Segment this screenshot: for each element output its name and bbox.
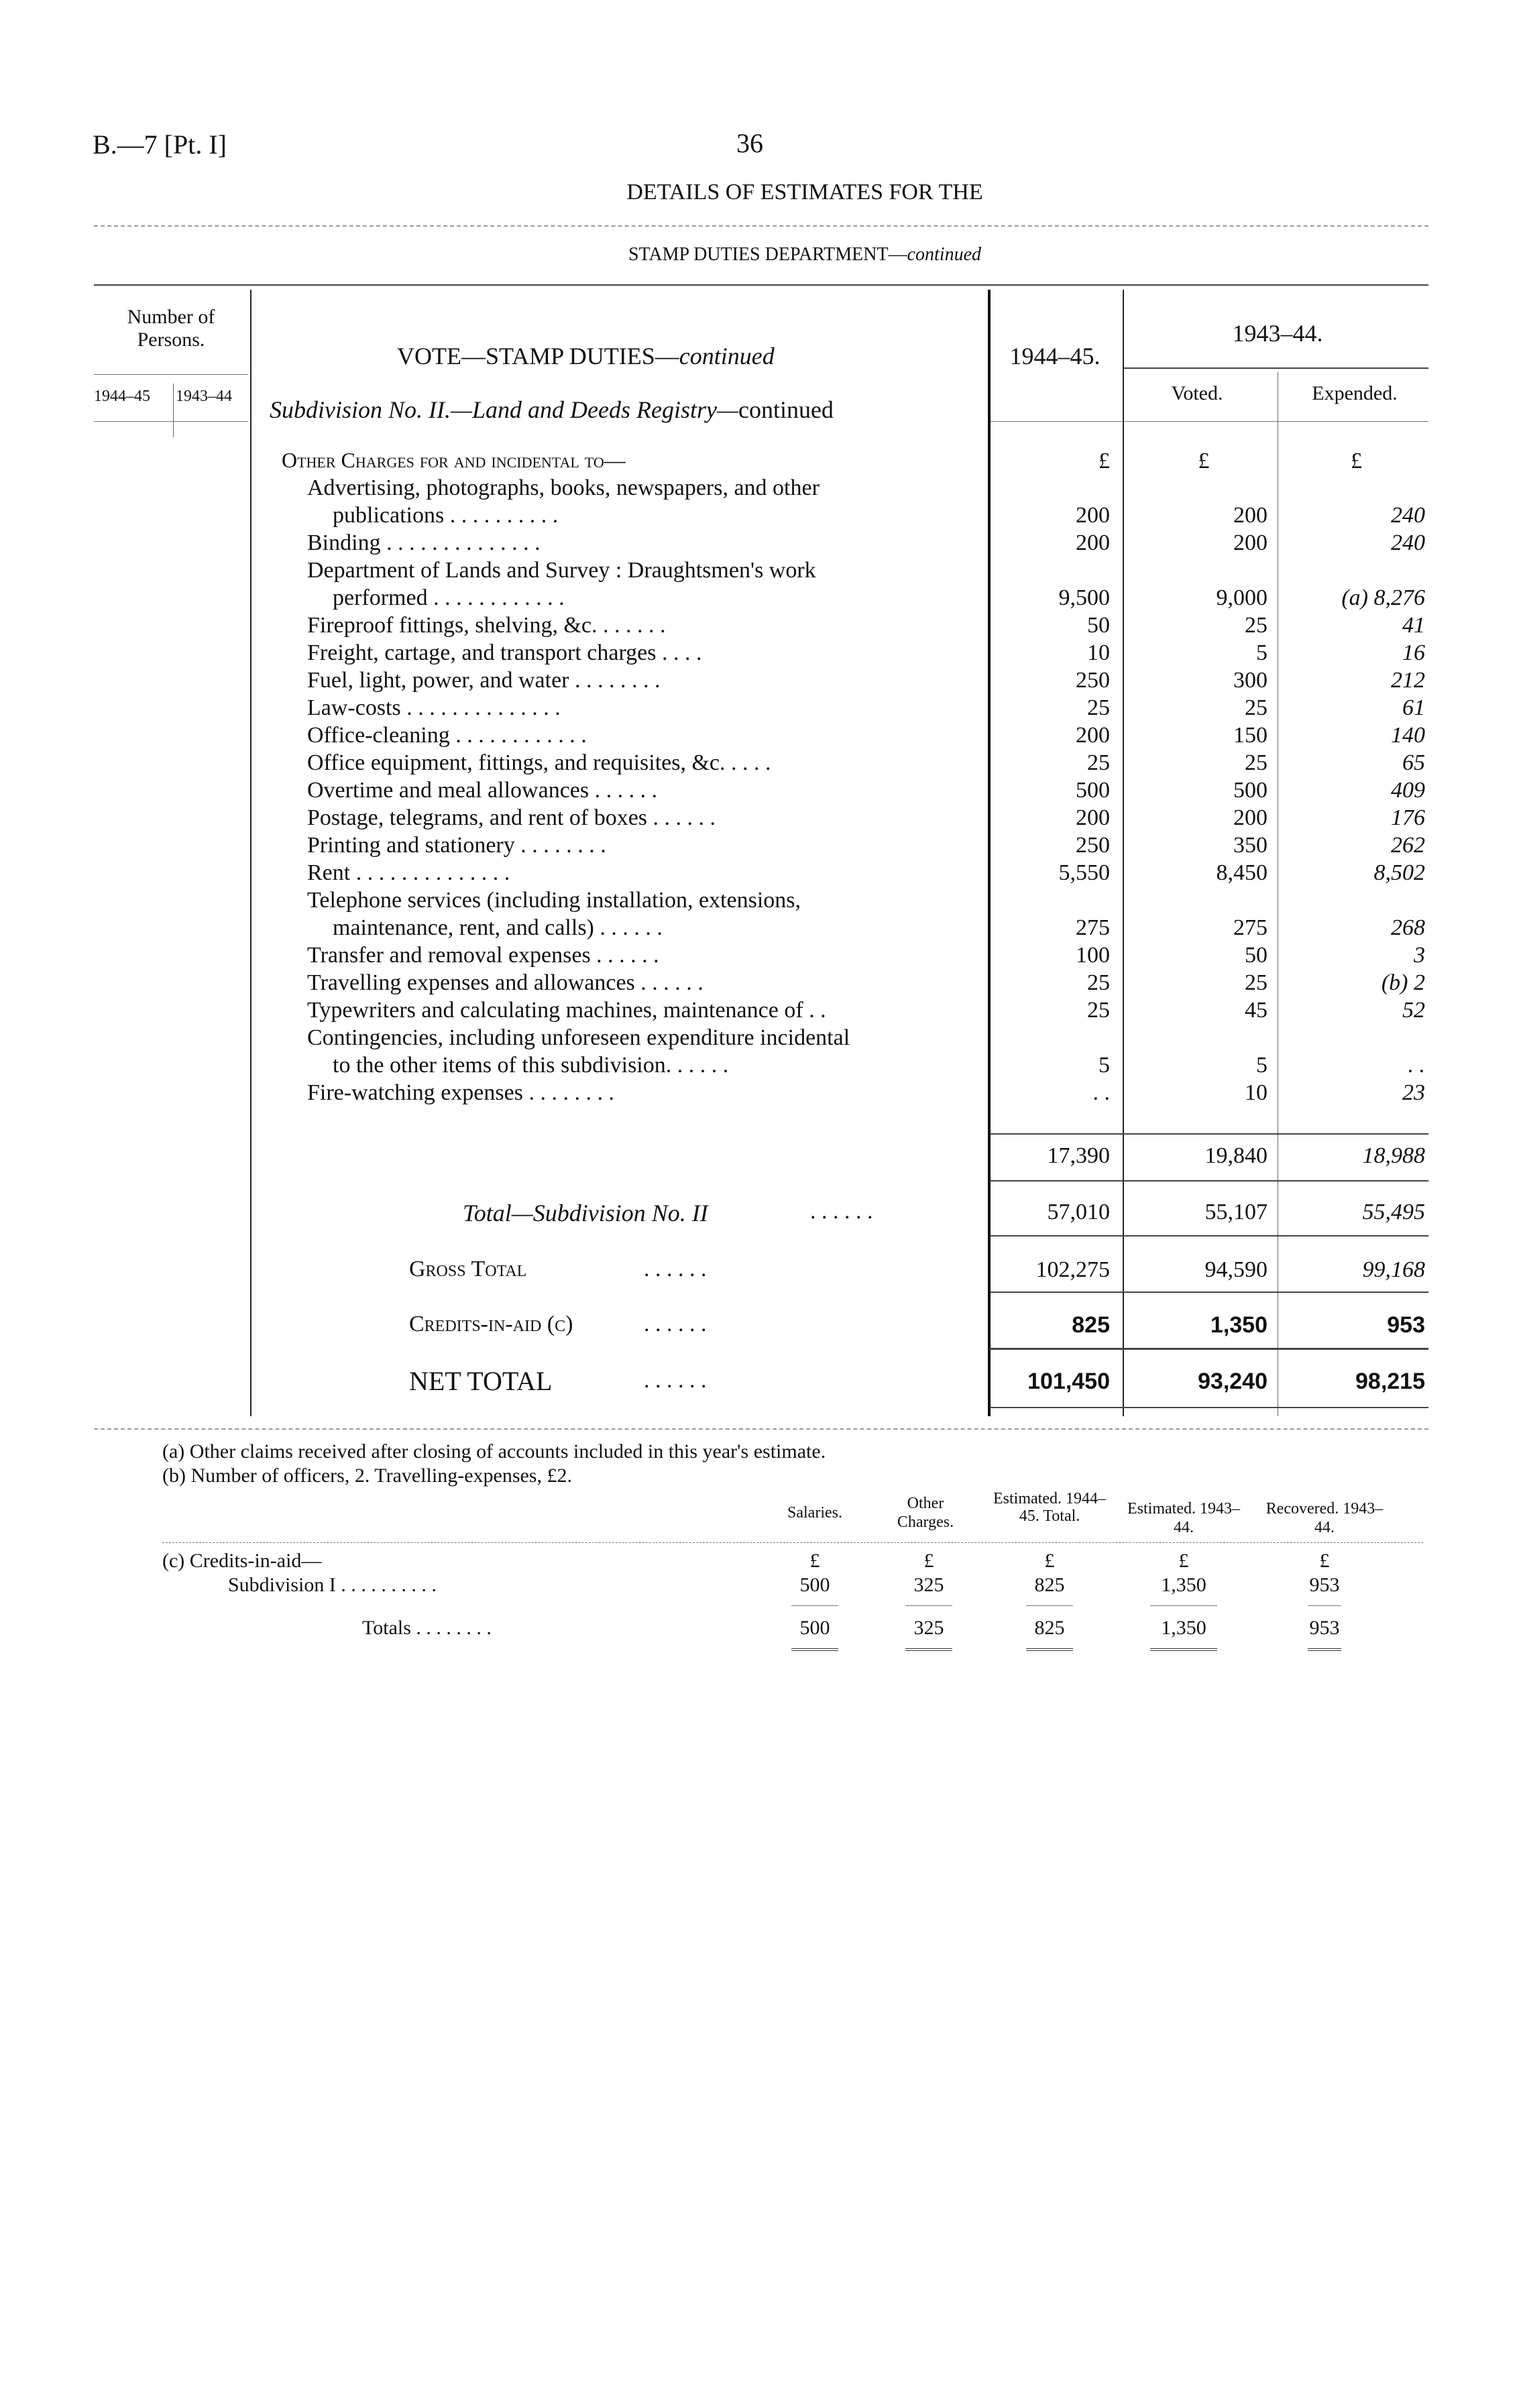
item-amount-voted: 25 [1245, 613, 1268, 638]
item-amount-1944: 200 [1076, 805, 1110, 830]
item-amount-expended: 16 [1402, 640, 1425, 665]
item-description: Telephone services (including installation, extensions, [307, 888, 801, 913]
persons-column-rule [250, 290, 251, 1416]
year-1943-44-header: 1943–44. [1232, 320, 1323, 347]
credits-header-rule [162, 1542, 1423, 1543]
item-description: publications . . . . . . . . . . [333, 503, 559, 528]
item-amount-1944: 100 [1076, 943, 1110, 968]
item-amount-expended: 52 [1402, 998, 1425, 1023]
table-top-rule [94, 284, 1428, 286]
item-description: Law-costs . . . . . . . . . . . . . . [307, 695, 561, 720]
document-ref: B.—7 [Pt. I] [93, 129, 227, 160]
item-amount-expended: . . [1408, 1053, 1425, 1078]
subtotal-bottom-rule [990, 1180, 1428, 1182]
credits-total-rule-3 [1026, 1648, 1073, 1651]
subdivision-total-voted: 55,107 [1204, 1200, 1268, 1224]
credits-in-aid-label: Credits-in-aid (c) [409, 1312, 573, 1336]
amount-column-rule-mid [1123, 290, 1124, 1416]
item-amount-expended: 240 [1391, 530, 1425, 555]
net-total-label: NET TOTAL [409, 1366, 553, 1396]
credits-row-subdivision-est1944: 825 [1034, 1574, 1065, 1596]
credits-currency-2: £ [923, 1550, 934, 1572]
credits-row-subdivision-recovered: 953 [1309, 1574, 1340, 1596]
net-total-1944: 101,450 [1027, 1369, 1110, 1394]
net-total-expended: 98,215 [1355, 1369, 1425, 1394]
item-amount-1944: 25 [1087, 750, 1110, 775]
item-amount-expended: (a) 8,276 [1341, 585, 1425, 610]
item-amount-1944: . . [1092, 1080, 1110, 1105]
item-amount-expended: 268 [1391, 915, 1425, 940]
item-amount-1944: 500 [1076, 778, 1110, 803]
item-amount-expended: 409 [1391, 778, 1425, 803]
year-1944-45-header: 1944–45. [1009, 343, 1101, 369]
currency-1944: £ [1098, 449, 1110, 473]
gross-total-expended: 99,168 [1362, 1257, 1425, 1282]
item-amount-voted: 25 [1245, 695, 1268, 720]
net-total-voted: 93,240 [1198, 1369, 1268, 1394]
currency-voted: £ [1198, 449, 1210, 473]
year-header-rule [1124, 367, 1428, 369]
credits-rule-1 [791, 1605, 838, 1606]
net-total-rule [990, 1407, 1428, 1408]
item-amount-voted: 500 [1233, 778, 1268, 803]
credits-in-aid-expended: 953 [1387, 1312, 1425, 1338]
credits-currency-3: £ [1044, 1550, 1055, 1572]
item-description: performed . . . . . . . . . . . . [333, 585, 565, 610]
item-amount-1944: 25 [1087, 998, 1110, 1023]
item-amount-1944: 200 [1076, 530, 1110, 555]
title-rule [94, 225, 1428, 227]
item-description: Rent . . . . . . . . . . . . . . [307, 860, 510, 885]
item-amount-1944: 9,500 [1058, 585, 1110, 610]
table-bottom-rule [94, 1428, 1428, 1430]
credits-currency-5: £ [1319, 1550, 1330, 1572]
credits-in-aid-voted: 1,350 [1210, 1312, 1268, 1338]
credits-label: (c) Credits-in-aid— [162, 1550, 322, 1572]
item-amount-voted: 200 [1233, 503, 1268, 528]
credits-row-totals-salaries: 500 [799, 1617, 830, 1639]
credits-row-totals-est1944: 825 [1034, 1617, 1065, 1639]
credits-currency-1: £ [809, 1550, 820, 1572]
item-amount-voted: 150 [1233, 723, 1268, 748]
item-amount-expended: 41 [1402, 613, 1425, 638]
gross-total-rule [990, 1292, 1428, 1293]
persons-divider [173, 384, 174, 437]
item-amount-expended: 140 [1391, 723, 1425, 748]
item-description: Fire-watching expenses . . . . . . . . [307, 1080, 614, 1105]
item-amount-expended: 176 [1391, 805, 1425, 830]
gross-total-dots: . . . . . . [644, 1257, 707, 1281]
credits-rule [990, 1348, 1428, 1350]
gross-total-1944: 102,275 [1035, 1257, 1110, 1282]
credits-total-rule-4 [1150, 1648, 1217, 1651]
item-amount-voted: 300 [1233, 668, 1268, 693]
item-description: Freight, cartage, and transport charges . . . . [307, 640, 702, 665]
subdivision-total-expended: 55,495 [1362, 1200, 1425, 1224]
item-amount-voted: 25 [1245, 750, 1268, 775]
item-amount-1944: 200 [1076, 723, 1110, 748]
credits-rule-5 [1308, 1605, 1341, 1606]
item-amount-expended: 3 [1414, 943, 1425, 968]
item-description: Fireproof fittings, shelving, &c. . . . . . . [307, 613, 666, 638]
item-amount-expended: 65 [1402, 750, 1425, 775]
column-header-rule [990, 421, 1428, 422]
item-amount-voted: 275 [1233, 915, 1268, 940]
subtotal-expended: 18,988 [1362, 1143, 1425, 1168]
item-amount-1944: 25 [1087, 970, 1110, 995]
item-amount-voted: 9,000 [1216, 585, 1268, 610]
item-amount-voted: 5 [1256, 1053, 1268, 1078]
department-title: STAMP DUTIES DEPARTMENT—continued [628, 244, 982, 265]
credits-total-rule-1 [791, 1648, 838, 1651]
credits-rule-2 [905, 1605, 952, 1606]
credits-total-rule-2 [905, 1648, 952, 1651]
persons-header-rule [94, 374, 248, 375]
item-amount-1944: 275 [1076, 915, 1110, 940]
item-description: Overtime and meal allowances . . . . . . [307, 778, 658, 803]
subdivision-total-rule [990, 1235, 1428, 1237]
page-title: DETAILS OF ESTIMATES FOR THE [626, 180, 983, 205]
item-description: maintenance, rent, and calls) . . . . . . [333, 915, 663, 940]
credits-row-totals-other: 325 [913, 1617, 944, 1639]
credits-row-subdivision-est1943: 1,350 [1161, 1574, 1206, 1596]
credits-row-subdivision-label: Subdivision I . . . . . . . . . . [228, 1574, 437, 1596]
credits-rule-3 [1026, 1605, 1073, 1606]
persons-year-1943: 1943–44 [176, 388, 232, 405]
page-number: 36 [736, 128, 763, 158]
credits-row-subdivision-other: 325 [913, 1574, 944, 1596]
credits-header-other: Other Charges. [897, 1495, 954, 1531]
credits-header-estimated-1944: Estimated. 1944–45. Total. [993, 1490, 1106, 1525]
item-amount-expended: 212 [1391, 668, 1425, 693]
subdivision-total-dots: . . . . . . [810, 1199, 873, 1224]
credits-row-subdivision-salaries: 500 [799, 1574, 830, 1596]
item-amount-voted: 200 [1233, 530, 1268, 555]
item-description: Typewriters and calculating machines, maintenance of . . [307, 998, 826, 1023]
subdivision-total-1944: 57,010 [1047, 1200, 1110, 1224]
item-amount-1944: 250 [1076, 833, 1110, 858]
subtotal-voted: 19,840 [1204, 1143, 1268, 1168]
item-amount-1944: 25 [1087, 695, 1110, 720]
item-amount-1944: 5,550 [1058, 860, 1110, 885]
credits-total-rule-5 [1308, 1648, 1341, 1651]
currency-expended: £ [1351, 449, 1362, 473]
item-description: Advertising, photographs, books, newspapers, and other [307, 475, 820, 500]
credits-rule-4 [1150, 1605, 1217, 1606]
item-amount-1944: 250 [1076, 668, 1110, 693]
item-description: Contingencies, including unforeseen expenditure incidental [307, 1025, 850, 1050]
item-amount-voted: 350 [1233, 833, 1268, 858]
credits-in-aid-dots: . . . . . . [644, 1312, 707, 1336]
footnote-a: (a) Other claims received after closing of accounts included in this year's estimate. [162, 1440, 826, 1463]
item-amount-voted: 10 [1245, 1080, 1268, 1105]
item-description: Transfer and removal expenses . . . . . . [307, 943, 659, 968]
persons-year-1944: 1944–45 [94, 388, 150, 405]
net-total-dots: . . . . . . [644, 1368, 707, 1393]
voted-header: Voted. [1171, 382, 1223, 404]
credits-header-recovered: Recovered. 1943–44. [1265, 1500, 1384, 1536]
credits-row-totals-label: Totals . . . . . . . . [362, 1617, 492, 1639]
item-amount-expended: 262 [1391, 833, 1425, 858]
item-description: to the other items of this subdivision. . . . . . [333, 1053, 729, 1078]
item-description: Office equipment, fittings, and requisites, &c. . . . . [307, 750, 771, 775]
item-amount-voted: 5 [1256, 640, 1268, 665]
number-of-persons-header: Number of Persons. [127, 306, 215, 351]
credits-row-totals-recovered: 953 [1309, 1617, 1340, 1639]
item-description: Office-cleaning . . . . . . . . . . . . [307, 723, 587, 748]
item-amount-expended: 23 [1402, 1080, 1425, 1105]
item-description: Binding . . . . . . . . . . . . . . [307, 530, 541, 555]
credits-row-totals-est1943: 1,350 [1161, 1617, 1206, 1639]
credits-currency-4: £ [1178, 1550, 1189, 1572]
item-description: Printing and stationery . . . . . . . . [307, 833, 606, 858]
subtotal-1944: 17,390 [1047, 1143, 1110, 1168]
gross-total-voted: 94,590 [1204, 1257, 1268, 1282]
credits-header-salaries: Salaries. [787, 1504, 842, 1522]
item-description: Travelling expenses and allowances . . . . . . [307, 970, 703, 995]
item-amount-expended: 8,502 [1373, 860, 1425, 885]
item-amount-1944: 200 [1076, 503, 1110, 528]
item-amount-voted: 45 [1245, 998, 1268, 1023]
item-description: Department of Lands and Survey : Draughtsmen's work [307, 558, 816, 583]
item-amount-1944: 10 [1087, 640, 1110, 665]
item-description: Postage, telegrams, and rent of boxes . . . . . . [307, 805, 716, 830]
gross-total-label: Gross Total [409, 1257, 527, 1281]
subdivision-heading: Subdivision No. II.—Land and Deeds Registry—continued [270, 396, 834, 423]
item-amount-expended: (b) 2 [1381, 970, 1425, 995]
item-amount-voted: 200 [1233, 805, 1268, 830]
item-amount-expended: 61 [1402, 695, 1425, 720]
expended-header: Expended. [1312, 382, 1398, 404]
section-heading: Other Charges for and incidental to— [282, 448, 626, 472]
credits-header-estimated-1943: Estimated. 1943–44. [1127, 1500, 1240, 1536]
item-amount-expended: 240 [1391, 503, 1425, 528]
subtotal-rule [990, 1133, 1428, 1135]
item-amount-1944: 5 [1098, 1053, 1110, 1078]
item-amount-1944: 50 [1087, 613, 1110, 638]
item-description: Fuel, light, power, and water . . . . . . . . [307, 668, 661, 693]
subdivision-total-label: Total—Subdivision No. II [463, 1200, 708, 1226]
item-amount-voted: 8,450 [1216, 860, 1268, 885]
footnote-b: (b) Number of officers, 2. Travelling-expenses, £2. [162, 1465, 572, 1487]
item-amount-voted: 25 [1245, 970, 1268, 995]
vote-heading: VOTE—STAMP DUTIES—continued [397, 343, 775, 369]
item-amount-voted: 50 [1245, 943, 1268, 968]
amount-column-rule-left [988, 290, 991, 1416]
credits-in-aid-1944: 825 [1072, 1312, 1110, 1338]
persons-year-rule [94, 421, 248, 422]
